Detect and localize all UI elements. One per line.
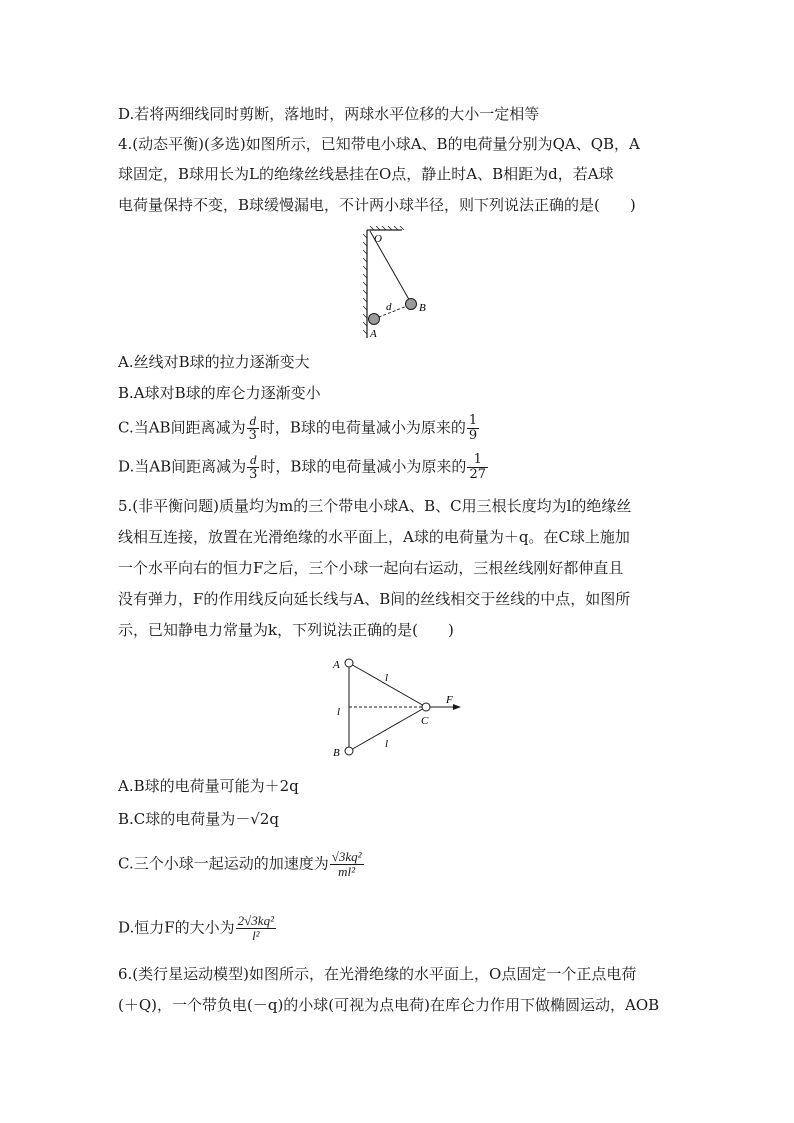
q4-option-d	[118, 453, 489, 482]
q4-option-b: B.A球对B球的库仑力逐渐变小	[118, 384, 321, 402]
q5-option-c-text: C.三个小球一起运动的加速度为	[118, 854, 329, 873]
q4-stem-line1: 4.(动态平衡)(多选)如图所示，已知带电小球A、B的电荷量分别为QA、QB，A	[118, 135, 640, 153]
q4-option-a: A.丝线对B球的拉力逐渐变大	[118, 353, 310, 371]
q4-option-d-frac2: $\frac{1}{27}$	[469, 452, 486, 482]
q4-option-c-text1: C.当AB间距离减为	[118, 418, 246, 437]
fig4-label-b: B	[419, 302, 426, 314]
q4-stem-line2: 球固定，B球用长为L的绝缘丝线悬挂在O点，静止时A、B相距为d，若A球	[118, 165, 614, 183]
fig5-label-l-bottom: l	[385, 738, 389, 750]
q5-option-c-frac: $\frac{\text{√3kq²}}{\text{ml²}}$	[331, 849, 362, 879]
q5-triangle-figure	[325, 655, 465, 760]
q5-option-d	[118, 914, 277, 943]
q5-option-d-frac: $\frac{\text{2√3kq²}}{\text{l²}}$	[237, 913, 274, 943]
q5-stem-line3: 一个水平向右的恒力F之后，三个小球一起向右运动，三根丝线刚好都伸直且	[118, 559, 624, 577]
q5-stem-line4: 没有弹力，F的作用线反向延长线与A、B间的丝线相交于丝线的中点，如图所	[118, 590, 631, 608]
fig5-label-b: B	[333, 747, 340, 759]
q4-option-d-frac1: $\frac{d}{3}$	[249, 452, 258, 482]
q3-option-d: D.若将两细线同时剪断，落地时，两球水平位移的大小一定相等	[118, 105, 540, 123]
q4-option-c	[118, 414, 480, 443]
q5-stem-line2: 线相互连接，放置在光滑绝缘的水平面上，A球的电荷量为＋q。在C球上施加	[118, 528, 630, 546]
q5-option-a: A.B球的电荷量可能为＋2q	[118, 777, 299, 795]
q5-stem-line1: 5.(非平衡问题)质量均为m的三个带电小球A、B、C用三根长度均为l的绝缘丝	[118, 497, 632, 515]
fig5-label-a: A	[333, 659, 340, 671]
q5-option-c	[118, 850, 365, 879]
fig4-label-d: d	[386, 301, 392, 313]
q4-option-c-text2: 时，B球的电荷量减小为原来的	[259, 418, 466, 437]
q5-option-b: B.C球的电荷量为－√2q	[118, 810, 279, 828]
fig5-label-c: C	[421, 715, 429, 727]
q4-option-d-text2: 时，B球的电荷量减小为原来的	[260, 457, 467, 476]
q4-pendulum-figure	[350, 226, 440, 341]
q4-option-d-text1: D.当AB间距离减为	[118, 457, 247, 476]
q4-stem-line3: 电荷量保持不变，B球缓慢漏电，不计两小球半径，则下列说法正确的是( )	[118, 196, 636, 214]
fig5-label-f: F	[446, 694, 453, 706]
fig4-label-o: O	[374, 233, 382, 245]
q5-stem-line5: 示，已知静电力常量为k，下列说法正确的是( )	[118, 621, 454, 639]
q5-option-d-text: D.恒力F的大小为	[118, 918, 235, 937]
q4-option-c-frac2: $\frac{1}{9}$	[468, 413, 478, 443]
q4-option-c-frac1: $\frac{d}{3}$	[248, 413, 257, 443]
fig5-label-l-left: l	[337, 706, 341, 718]
q6-stem-line1: 6.(类行星运动模型)如图所示，在光滑绝缘的水平面上，O点固定一个正点电荷	[118, 965, 637, 983]
fig5-label-l-top: l	[385, 672, 389, 684]
fig4-label-a: A	[370, 328, 377, 340]
q6-stem-line2: (＋Q)，一个带负电(－q)的小球(可视为点电荷)在库仑力作用下做椭圆运动，AOB	[118, 996, 660, 1014]
